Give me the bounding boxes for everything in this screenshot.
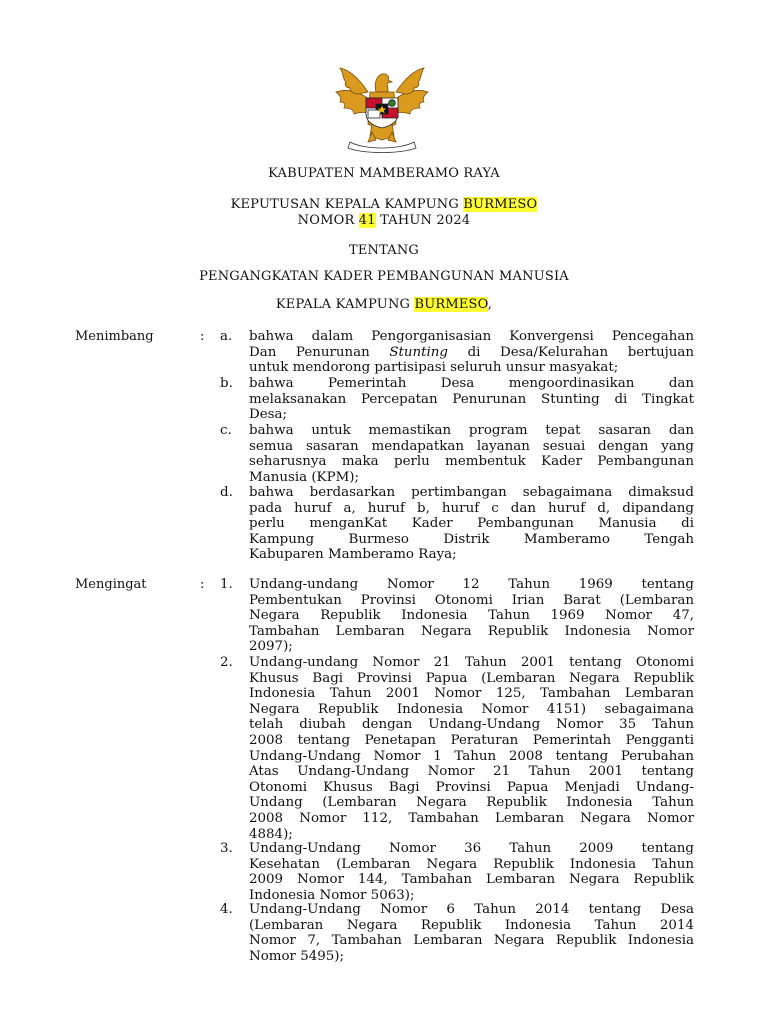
decree-number-highlight: 41 xyxy=(358,213,376,228)
text-line: untuk mendorong partisipasi seluruh unsur masyakat; xyxy=(249,360,619,376)
mengingat-item-4 xyxy=(249,902,694,964)
text-line: Nomor 7, Tambahan Lembaran Negara Republik Indonesia xyxy=(249,933,694,949)
mengingat-item-2 xyxy=(249,655,694,842)
tentang-heading: TENTANG xyxy=(348,243,420,258)
menimbang-item-b xyxy=(249,376,694,423)
mengingat-item-3 xyxy=(249,841,694,903)
text-line: Tambahan Lembaran Negara Republik Indonesia Nomor xyxy=(249,623,694,639)
text-line: 2008 tentang Penetapan Peraturan Pemerintah Pengganti xyxy=(249,732,694,748)
text-line: perlu menganKat Kader Pembangunan Manusia di xyxy=(249,516,694,532)
menimbang-item-c xyxy=(249,423,694,485)
text-line: Undang-Undang Nomor 6 Tahun 2014 tentang Desa xyxy=(249,902,694,917)
text-line: 4884); xyxy=(249,826,293,842)
mengingat-colon: : xyxy=(200,577,205,592)
regency-title: KABUPATEN MAMBERAMO RAYA xyxy=(268,166,500,181)
text-line: pada huruf a, huruf b, huruf c dan huruf d, dipandang xyxy=(249,500,694,516)
text-line: bahwa untuk memastikan program tepat sasaran dan xyxy=(249,423,694,438)
menimbang-item-marker: a. xyxy=(220,329,233,344)
text-line: bahwa berdasarkan pertimbangan sebagaimana dimaksud xyxy=(249,485,694,500)
mengingat-item-1 xyxy=(249,577,694,655)
menimbang-item-d xyxy=(249,485,694,563)
text-line: Undang-undang Nomor 21 Tahun 2001 tentang Otonomi xyxy=(249,655,694,670)
official-title xyxy=(0,297,768,312)
text-line: Indonesia Nomor 5063); xyxy=(249,887,415,903)
official-title-comma: , xyxy=(487,297,493,312)
decree-title-prefix: KEPUTUSAN KEPALA KAMPUNG xyxy=(230,197,464,212)
stunting-term: Stunting xyxy=(389,344,449,360)
text-line: Atas Undang-Undang Nomor 21 Tahun 2001 tentang xyxy=(249,764,694,780)
menimbang-item-marker: b. xyxy=(220,376,233,391)
text-line: Kampung Burmeso Distrik Mamberamo Tengah xyxy=(249,531,694,547)
text-line: telah diubah dengan Undang-Undang Nomor 35 Tahun xyxy=(249,717,694,733)
text-line: Negara Republik Indonesia Nomor 4151) sebagaimana xyxy=(249,701,694,717)
text-line: bahwa Pemerintah Desa mengoordinasikan dan xyxy=(249,376,694,391)
mengingat-item-marker: 2. xyxy=(220,655,233,670)
menimbang-item-marker: c. xyxy=(220,423,232,438)
text-line: 2097); xyxy=(249,639,293,655)
official-title-prefix: KEPALA KAMPUNG xyxy=(275,297,415,312)
menimbang-item-a xyxy=(249,329,694,376)
text-line: Pembentukan Provinsi Otonomi Irian Barat (Lembaran xyxy=(249,592,694,608)
village-name-highlight: BURMESO xyxy=(463,197,538,212)
text-line: Undang-Undang Nomor 36 Tahun 2009 tentang xyxy=(249,841,694,856)
text-line: 2009 Nomor 144, Tambahan Lembaran Negara Republik xyxy=(249,872,694,888)
decree-year: TAHUN 2024 xyxy=(375,213,471,228)
text-line: Undang-Undang Nomor 1 Tahun 2008 tentang Perubahan xyxy=(249,748,694,764)
decree-number-prefix: NOMOR xyxy=(297,213,359,228)
text-line: (Lembaran Negara Republik Indonesia Tahun 2014 xyxy=(249,917,694,933)
decree-subject: PENGANGKATAN KADER PEMBANGUNAN MANUSIA xyxy=(199,269,569,284)
text-line: bahwa dalam Pengorganisasian Konvergensi Pencegahan xyxy=(249,329,694,344)
text-line: Kabuparen Mamberamo Raya; xyxy=(249,547,457,563)
menimbang-item-marker: d. xyxy=(220,485,233,500)
text-line: Negara Republik Indonesia Tahun 1969 Nomor 47, xyxy=(249,608,694,624)
official-village-highlight: BURMESO xyxy=(414,297,488,312)
text-line: Khusus Bagi Provinsi Papua (Lembaran Negara Republik xyxy=(249,670,694,686)
text-line: seharusnya maka perlu membentuk Kader Pembangunan xyxy=(249,454,694,470)
mengingat-item-marker: 1. xyxy=(220,577,233,592)
text-line: 2008 Nomor 112, Tambahan Lembaran Negara Nomor xyxy=(249,810,694,826)
text-line: Indonesia Tahun 2001 Nomor 125, Tambahan Lembaran xyxy=(249,686,694,702)
text-line: Undang-undang Nomor 12 Tahun 1969 tentang xyxy=(249,577,694,592)
text-line: melaksanakan Percepatan Penurunan Stunting di Tingkat xyxy=(249,391,694,407)
text-line: semua sasaran mendapatkan layanan sesuai dengan yang xyxy=(249,438,694,454)
menimbang-colon: : xyxy=(200,329,205,344)
decree-number xyxy=(0,213,768,228)
garuda-emblem-icon xyxy=(330,62,434,154)
decree-title xyxy=(0,197,768,212)
text-line: Kesehatan (Lembaran Negara Republik Indonesia Tahun xyxy=(249,856,694,872)
mengingat-label: Mengingat xyxy=(75,577,147,592)
text-line: Nomor 5495); xyxy=(249,948,345,964)
text-line: Dan Penurunan Stunting di Desa/Kelurahan bertujuan xyxy=(249,344,695,360)
text-line: Undang (Lembaran Negara Republik Indonesia Tahun xyxy=(249,795,694,811)
mengingat-item-marker: 4. xyxy=(220,902,233,917)
text-line: Otonomi Khusus Bagi Provinsi Papua Menjadi Undang- xyxy=(249,779,694,795)
text-line: Desa; xyxy=(249,407,288,423)
text-line: Manusia (KPM); xyxy=(249,469,360,485)
mengingat-item-marker: 3. xyxy=(220,841,233,856)
menimbang-label: Menimbang xyxy=(75,329,154,344)
